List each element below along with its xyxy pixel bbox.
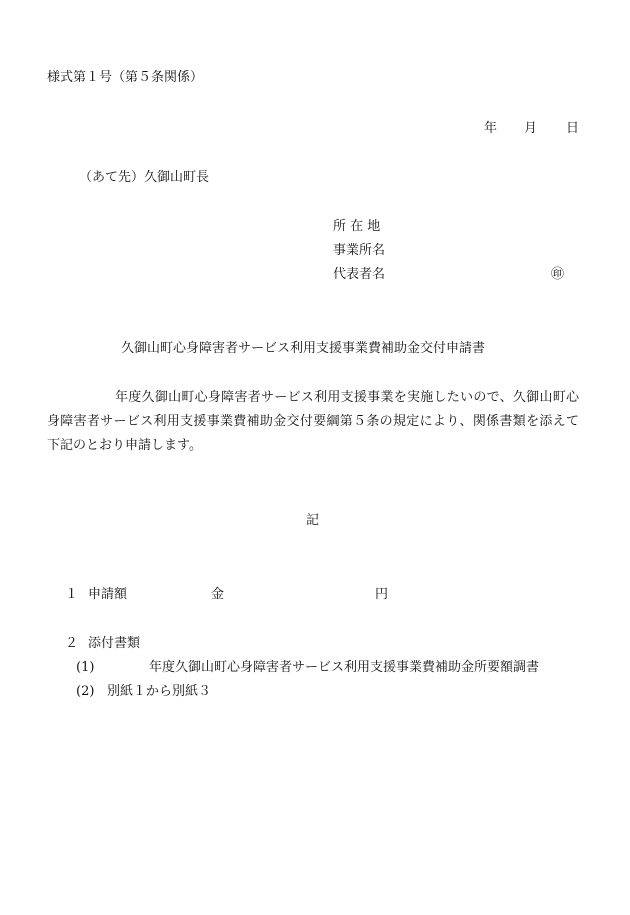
item-2-number: ２ <box>65 636 79 651</box>
date-year: 年 <box>484 121 498 136</box>
ki-heading: 記 <box>306 513 320 528</box>
item-1-number: １ <box>65 587 79 602</box>
address-label: 所 在 地 <box>333 219 381 234</box>
form-number: 様式第１号（第５条関係） <box>47 70 204 85</box>
date-day: 日 <box>566 121 580 136</box>
document-title: 久御山町心身障害者サービス利用支援事業費補助金交付申請書 <box>121 341 486 356</box>
addressee: （あて先）久御山町長 <box>79 170 210 185</box>
office-name-label: 事業所名 <box>333 243 386 258</box>
sub-item-number: (2) <box>76 684 95 699</box>
sub-item-text: 別紙１から別紙３ <box>107 684 212 699</box>
item-2-label: 添付書類 <box>88 636 141 651</box>
representative-label: 代表者名 <box>333 267 386 282</box>
body-paragraph: 年度久御山町心身障害者サービス利用支援事業を実施したいので、久御山町心身障害者サービス利用支援事業費補助金交付要綱第５条の規定により、関係書類を添えて下記のとおり申請します。 <box>47 390 579 453</box>
sub-item-text: 年度久御山町心身障害者サービス利用支援事業費補助金所要額調書 <box>149 660 540 675</box>
date-month: 月 <box>524 121 538 136</box>
sub-item-number: (1) <box>76 660 95 675</box>
item-1-label: 申請額 <box>88 587 128 602</box>
amount-kin: 金 <box>211 587 225 602</box>
amount-yen: 円 <box>375 587 389 602</box>
seal-mark: ㊞ <box>551 267 565 282</box>
